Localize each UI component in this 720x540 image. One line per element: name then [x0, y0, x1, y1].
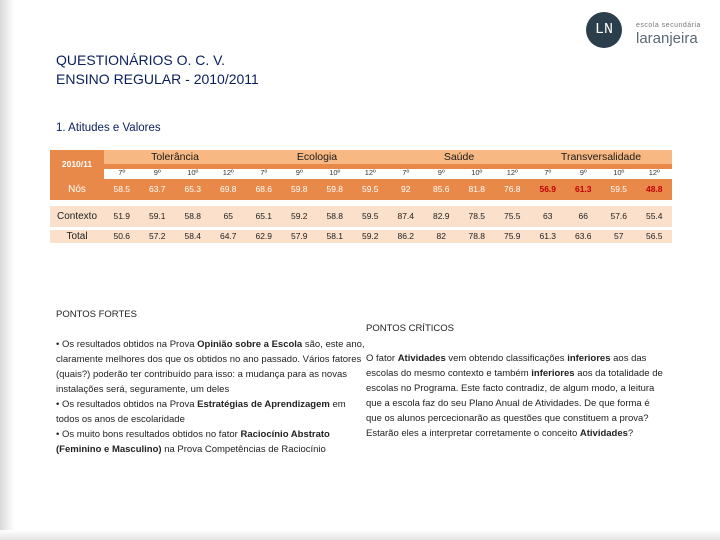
table-cell: 65.3 [184, 184, 202, 194]
table-cell: 69.8 [219, 184, 237, 194]
row-label: Total [66, 231, 88, 242]
table-cell: 57.9 [290, 231, 308, 241]
table-row-total [50, 230, 672, 243]
table-cell: 55.4 [645, 211, 663, 221]
table-row-contexto [50, 206, 672, 227]
table-cell: 61.3 [539, 231, 557, 241]
table-cell: 48.8 [645, 184, 663, 194]
table-cell: 51.9 [113, 211, 131, 221]
row-label: Nós [68, 184, 86, 195]
year-header: 10º [471, 168, 483, 177]
table-cell: 56.9 [539, 184, 557, 194]
year-header: 9º [437, 168, 445, 177]
year-header: 7º [402, 168, 410, 177]
table-cell: 76.8 [503, 184, 521, 194]
logo-mark: LN [586, 12, 622, 48]
left-edge-shadow [0, 0, 14, 540]
table-cell: 59.5 [610, 184, 628, 194]
logo-name: laranjeira [636, 30, 698, 47]
table-cell: 75.9 [503, 231, 521, 241]
table-cell: 63.6 [574, 231, 592, 241]
table-cell: 78.8 [468, 231, 486, 241]
weaknesses-heading: PONTOS CRÍTICOS [366, 323, 454, 334]
weaknesses-text [366, 351, 664, 441]
table-cell: 82.9 [432, 211, 450, 221]
bottom-edge-shadow [0, 530, 720, 540]
table-cell: 82 [436, 231, 446, 241]
strengths-text [56, 337, 366, 457]
year-header: 9º [153, 168, 161, 177]
table-cell: 81.8 [468, 184, 486, 194]
school-logo [586, 10, 714, 50]
group-saude: Saúde [443, 151, 475, 163]
table-cell: 59.1 [148, 211, 166, 221]
table-row-nos [50, 179, 672, 200]
year-header: 12º [648, 168, 660, 177]
table-cell: 92 [401, 184, 411, 194]
strength-item: • Os resultados obtidos na Prova Estratégias de Aprendizagem em todos os anos de escolaridade [56, 399, 346, 425]
group-ecologia: Ecologia [296, 151, 338, 163]
table-cell: 61.3 [574, 184, 592, 194]
table-cell: 68.6 [255, 184, 273, 194]
table-cell: 59.2 [290, 211, 308, 221]
table-cell: 57.6 [610, 211, 628, 221]
section-heading: 1. Atitudes e Valores [56, 122, 161, 134]
table-cell: 58.8 [326, 211, 344, 221]
table-cell: 63 [543, 211, 553, 221]
strength-item: • Os resultados obtidos na Prova Opinião sobre a Escola são, este ano, claramente melhores dos que os obtidos no ano passado. Vários fatores (quais?) poderão ter contribuído para isso: a mudança para as novas instalações será, seguramente, um deles [56, 339, 365, 395]
year-header: 10º [329, 168, 341, 177]
year-header: 10º [613, 168, 625, 177]
table-cell: 59.5 [361, 211, 379, 221]
table-corner-label: 2010/11 [50, 150, 104, 179]
title-line-2: ENSINO REGULAR - 2010/2011 [56, 71, 259, 87]
group-transversalidade: Transversalidade [560, 151, 642, 163]
table-cell: 66 [578, 211, 588, 221]
weakness-paragraph: O fator Atividades vem obtendo classificações inferiores aos das escolas do mesmo contexto e também inferiores aos da totalidade de escolas no Programa. Este facto contradiz, de algum modo, a leitura que a escola faz do seu Plano Anual de Atividades. De que forma é que os alunos percecionarão as questões que constituem a prova? Estarão eles a interpretar corretamente o conceito Atividades? [366, 353, 663, 439]
strengths-heading: PONTOS FORTES [56, 309, 137, 320]
table-cell: 58.8 [184, 211, 202, 221]
table-cell: 87.4 [397, 211, 415, 221]
table-cell: 50.6 [113, 231, 131, 241]
table-cell: 59.2 [361, 231, 379, 241]
table-cell: 59.8 [326, 184, 344, 194]
table-cell: 86.2 [397, 231, 415, 241]
year-header: 10º [187, 168, 199, 177]
year-header: 7º [544, 168, 552, 177]
table-cell: 62.9 [255, 231, 273, 241]
table-cell: 85.6 [432, 184, 450, 194]
group-tolerancia: Tolerância [151, 151, 199, 163]
logo-subtitle: escola secundária [636, 22, 701, 29]
table-cell: 65 [223, 211, 233, 221]
table-cell: 58.5 [113, 184, 131, 194]
table-cell: 63.7 [148, 184, 166, 194]
year-header: 12º [506, 168, 518, 177]
table-cell: 75.5 [503, 211, 521, 221]
row-label: Contexto [56, 211, 98, 222]
year-header: 12º [222, 168, 234, 177]
table-cell: 57 [614, 231, 624, 241]
year-header: 12º [364, 168, 376, 177]
table-cell: 58.4 [184, 231, 202, 241]
table-cell: 65.1 [255, 211, 273, 221]
table-cell: 59.8 [290, 184, 308, 194]
table-cell: 78.5 [468, 211, 486, 221]
table-header [50, 150, 672, 179]
year-header: 7º [260, 168, 268, 177]
table-cell: 56.5 [645, 231, 663, 241]
title-line-1: QUESTIONÁRIOS O. C. V. [56, 52, 226, 68]
table-cell: 57.2 [148, 231, 166, 241]
year-header: 7º [118, 168, 126, 177]
table-cell: 59.5 [361, 184, 379, 194]
table-cell: 58.1 [326, 231, 344, 241]
year-header: 9º [295, 168, 303, 177]
page-title [56, 51, 259, 89]
strength-item: • Os muito bons resultados obtidos no fator Raciocínio Abstrato (Feminino e Masculino) na Prova Competências de Raciocínio [56, 429, 330, 455]
table-cell: 64.7 [219, 231, 237, 241]
year-header: 9º [579, 168, 587, 177]
